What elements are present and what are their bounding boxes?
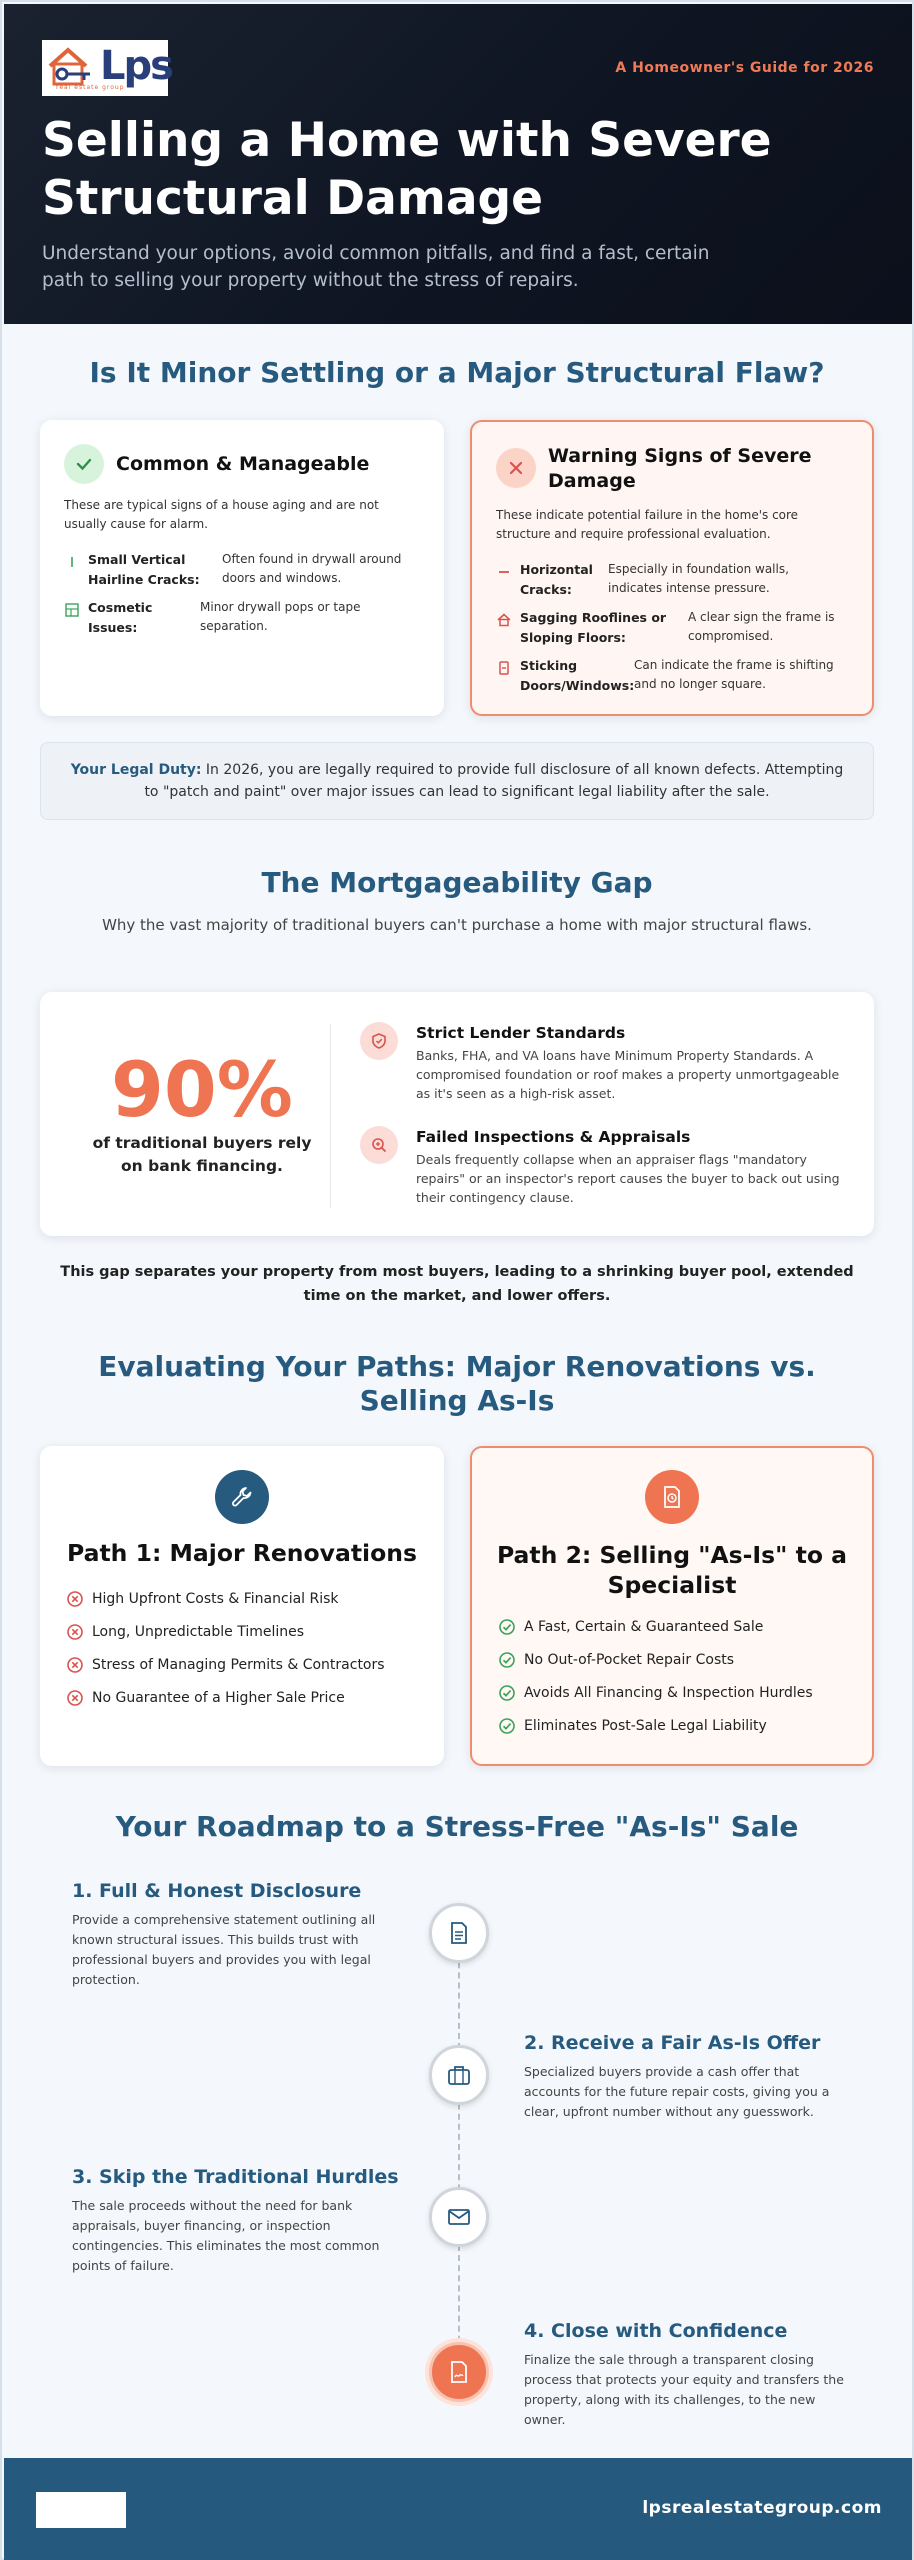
check-circle-icon xyxy=(498,1651,516,1669)
check-icon xyxy=(64,444,104,484)
document-clock-icon xyxy=(645,1470,699,1524)
section-heading-paths: Evaluating Your Paths: Major Renovations vs. Selling As-Is xyxy=(98,1350,816,1417)
house-icon xyxy=(496,612,512,628)
feature-title: Strict Lender Standards xyxy=(416,1024,626,1042)
page-subtitle: Understand your options, avoid common pitfalls, and find a fast, certain path to selling your property without the stress of repairs. xyxy=(42,243,710,291)
roadmap-step-description: Provide a comprehensive statement outlining all known structural issues. This builds trust with professional buyers and provides you with legal protection. xyxy=(72,1912,376,1987)
mortgageability-gap-note: This gap separates your property from most buyers, leading to a shrinking buyer pool, extended time on the market, and lower offers. xyxy=(60,1264,854,1304)
check-circle-icon xyxy=(498,1618,516,1636)
buyers-stat-value: 90% xyxy=(111,1045,293,1134)
x-icon xyxy=(496,448,536,488)
feature-title: Failed Inspections & Appraisals xyxy=(416,1128,691,1146)
feature-description: Banks, FHA, and VA loans have Minimum Property Standards. A compromised foundation or roof makes a property unmortgageable as it's seen as a high-risk asset. xyxy=(416,1048,840,1101)
section-heading-settling: Is It Minor Settling or a Major Structural Flaw? xyxy=(89,356,825,389)
grid-icon xyxy=(64,602,80,618)
path-list-item: No Guarantee of a Higher Sale Price xyxy=(92,1690,345,1706)
path2-title: Path 2: Selling "As-Is" to a Specialist xyxy=(496,1541,848,1599)
divider xyxy=(330,1024,331,1208)
briefcase-icon xyxy=(429,2045,489,2105)
warning-item-definition: Can indicate the frame is shifting and no longer square. xyxy=(634,658,834,691)
common-item-term: Small Vertical Hairline Cracks: xyxy=(88,552,200,587)
path-list-item: A Fast, Certain & Guaranteed Sale xyxy=(524,1619,764,1635)
path-list-item: No Out-of-Pocket Repair Costs xyxy=(524,1652,735,1668)
footer xyxy=(4,2458,912,2560)
common-card-description: These are typical signs of a house aging and are not usually cause for alarm. xyxy=(64,498,379,531)
page-title: Selling a Home with Severe Structural Damage xyxy=(42,113,772,226)
x-circle-icon xyxy=(66,1689,84,1707)
warning-item-term: Sticking Doors/Windows: xyxy=(520,658,635,693)
legal-duty-label: Your Legal Duty: xyxy=(70,762,202,778)
common-card-title: Common & Manageable xyxy=(116,453,370,475)
common-item-definition: Often found in drywall around doors and windows. xyxy=(222,552,402,585)
x-circle-icon xyxy=(66,1623,84,1641)
shield-icon xyxy=(360,1022,398,1060)
common-item-term: Cosmetic Issues: xyxy=(88,600,153,635)
dash-icon xyxy=(496,564,512,580)
hero-header xyxy=(4,4,912,324)
common-item-definition: Minor drywall pops or tape separation. xyxy=(200,600,361,633)
document-icon xyxy=(429,1903,489,1963)
warning-item-term: Horizontal Cracks: xyxy=(520,562,593,597)
check-circle-icon xyxy=(498,1717,516,1735)
path-list-item: Avoids All Financing & Inspection Hurdles xyxy=(524,1685,813,1701)
section-heading-mortgageability: The Mortgageability Gap xyxy=(261,866,653,899)
roadmap-step-description: Finalize the sale through a transparent closing process that protects your equity and transfers the property, along with its challenges, to the new owner. xyxy=(524,2352,844,2427)
roadmap-step-description: Specialized buyers provide a cash offer that accounts for the future repair costs, giving you a clear, upfront number without any guesswork. xyxy=(524,2064,830,2119)
signed-document-icon xyxy=(429,2342,489,2402)
warning-card-description: These indicate potential failure in the home's core structure and require professional evaluation. xyxy=(496,508,799,541)
warning-card-title: Warning Signs of Severe Damage xyxy=(548,445,812,492)
envelope-icon xyxy=(429,2187,489,2247)
common-card xyxy=(40,420,444,716)
path1-title: Path 1: Major Renovations xyxy=(67,1539,417,1567)
wrench-icon xyxy=(215,1470,269,1524)
footer-website-link[interactable]: lpsrealestategroup.com xyxy=(642,2498,882,2518)
magnifier-icon xyxy=(360,1126,398,1164)
door-icon xyxy=(496,660,512,676)
path-list-item: Eliminates Post-Sale Legal Liability xyxy=(524,1718,767,1734)
path-list-item: High Upfront Costs & Financial Risk xyxy=(92,1591,339,1607)
lps-logo[interactable] xyxy=(42,40,172,96)
warning-item-definition: A clear sign the frame is compromised. xyxy=(688,610,835,643)
roadmap-timeline xyxy=(458,1932,460,2362)
logo-subtext: real estate group xyxy=(56,84,125,91)
mortgageability-subtitle: Why the vast majority of traditional buyers can't purchase a home with major structural flaws. xyxy=(102,916,812,934)
guide-kicker: A Homeowner's Guide for 2026 xyxy=(615,60,874,76)
x-circle-icon xyxy=(66,1590,84,1608)
roadmap-step-title: 2. Receive a Fair As-Is Offer xyxy=(524,2032,821,2054)
warning-item-term: Sagging Rooflines or Sloping Floors: xyxy=(520,610,667,645)
line-icon xyxy=(64,554,80,570)
logo-text: Lps xyxy=(100,43,172,89)
roadmap-step-description: The sale proceeds without the need for bank appraisals, buyer financing, or inspection contingencies. This eliminates the most common points of failure. xyxy=(72,2198,380,2273)
roadmap-step-title: 4. Close with Confidence xyxy=(524,2320,788,2342)
footer-logo[interactable] xyxy=(36,2492,126,2528)
roadmap-step-title: 1. Full & Honest Disclosure xyxy=(72,1880,362,1902)
check-circle-icon xyxy=(498,1684,516,1702)
path-list-item: Stress of Managing Permits & Contractors xyxy=(92,1657,385,1673)
section-heading-roadmap: Your Roadmap to a Stress-Free "As-Is" Sale xyxy=(115,1810,799,1843)
warning-card xyxy=(470,420,874,716)
legal-duty-callout xyxy=(40,742,874,820)
x-circle-icon xyxy=(66,1656,84,1674)
legal-duty-text: In 2026, you are legally required to provide full disclosure of all known defects. Attempting to "patch and paint" over major issues can lead to significant legal liability after the sale. xyxy=(144,762,844,800)
path-list-item: Long, Unpredictable Timelines xyxy=(92,1624,305,1640)
feature-description: Deals frequently collapse when an appraiser flags "mandatory repairs" or an inspector's report causes the buyer to back out using their contingency clause. xyxy=(416,1152,840,1205)
buyers-stat-label: of traditional buyers rely on bank financing. xyxy=(92,1134,312,1175)
roadmap-step-title: 3. Skip the Traditional Hurdles xyxy=(72,2166,399,2188)
warning-item-definition: Especially in foundation walls, indicates intense pressure. xyxy=(608,562,789,595)
